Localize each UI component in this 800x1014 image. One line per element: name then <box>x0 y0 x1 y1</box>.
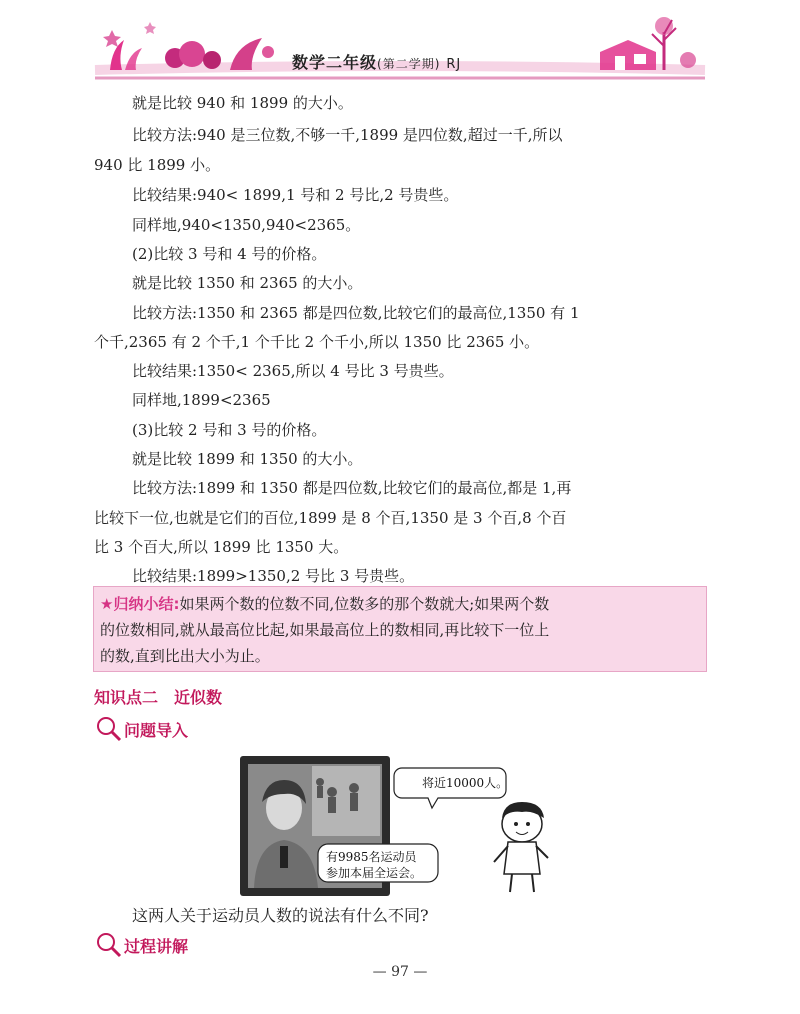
body-line: 个千,2365 有 2 个千,1 个千比 2 个千小,所以 1350 比 2365 小。 <box>94 333 540 351</box>
body-line: 同样地,940<1350,940<2365。 <box>132 216 361 234</box>
anchor-speech-text-1: 有9985名运动员 <box>326 850 417 864</box>
body-line: 比较结果:1350< 2365,所以 4 号比 3 号贵些。 <box>132 362 454 380</box>
body-line: 比较结果:1899>1350,2 号比 3 号贵些。 <box>132 567 415 585</box>
edition-label: RJ <box>446 57 462 72</box>
summary-line-3: 的数,直到比出大小为止。 <box>100 647 270 665</box>
anchor-speech-text-2: 参加本届全运会。 <box>326 866 423 880</box>
body-line: 比较方法:1350 和 2365 都是四位数,比较它们的最高位,1350 有 1 <box>132 304 580 322</box>
body-line: 比较下一位,也就是它们的百位,1899 是 8 个百,1350 是 3 个百,8 个百 <box>94 509 567 527</box>
body-line: 同样地,1899<2365 <box>132 391 271 409</box>
header-title <box>292 50 461 73</box>
body-line: 就是比较 1899 和 1350 的大小。 <box>132 450 363 468</box>
summary-box <box>93 586 707 672</box>
question-text: 这两人关于运动员人数的说法有什么不同? <box>132 906 429 925</box>
boy-speech-text: 将近10000人。 <box>422 776 509 790</box>
book-title: 数学二年级 <box>292 53 378 72</box>
flower-decoration-left <box>110 38 274 70</box>
page-header <box>0 0 800 92</box>
body-line: 比 3 个百大,所以 1899 比 1350 大。 <box>94 538 349 556</box>
page-number: — 97 — <box>372 964 428 980</box>
body-line: 比较方法:940 是三位数,不够一千,1899 是四位数,超过一千,所以 <box>132 126 563 144</box>
magnifier-icon <box>96 716 122 742</box>
intro-heading: 问题导入 <box>124 721 189 740</box>
section-title: 知识点二 近似数 <box>94 688 223 707</box>
header-decoration <box>0 0 800 92</box>
body-line: (2)比较 3 号和 4 号的价格。 <box>132 245 327 263</box>
summary-label: ★归纳小结: <box>100 595 180 613</box>
semester-label: (第二学期) <box>377 57 441 71</box>
summary-line-2: 的位数相同,就从最高位比起,如果最高位上的数相同,再比较下一位上 <box>100 621 550 639</box>
illustration <box>232 752 572 902</box>
body-line: 比较结果:940< 1899,1 号和 2 号比,2 号贵些。 <box>132 186 459 204</box>
body-line: (3)比较 2 号和 3 号的价格。 <box>132 421 327 439</box>
body-line: 940 比 1899 小。 <box>94 156 221 174</box>
house-decoration-right <box>600 17 696 70</box>
body-line: 就是比较 940 和 1899 的大小。 <box>132 94 353 112</box>
process-heading: 过程讲解 <box>124 937 189 956</box>
summary-text: 如果两个数的位数不同,位数多的那个数就大;如果两个数 <box>179 595 550 613</box>
body-line: 就是比较 1350 和 2365 的大小。 <box>132 274 363 292</box>
magnifier-icon <box>96 932 122 958</box>
body-line: 比较方法:1899 和 1350 都是四位数,比较它们的最高位,都是 1,再 <box>132 479 572 497</box>
summary-line-1 <box>100 593 549 615</box>
